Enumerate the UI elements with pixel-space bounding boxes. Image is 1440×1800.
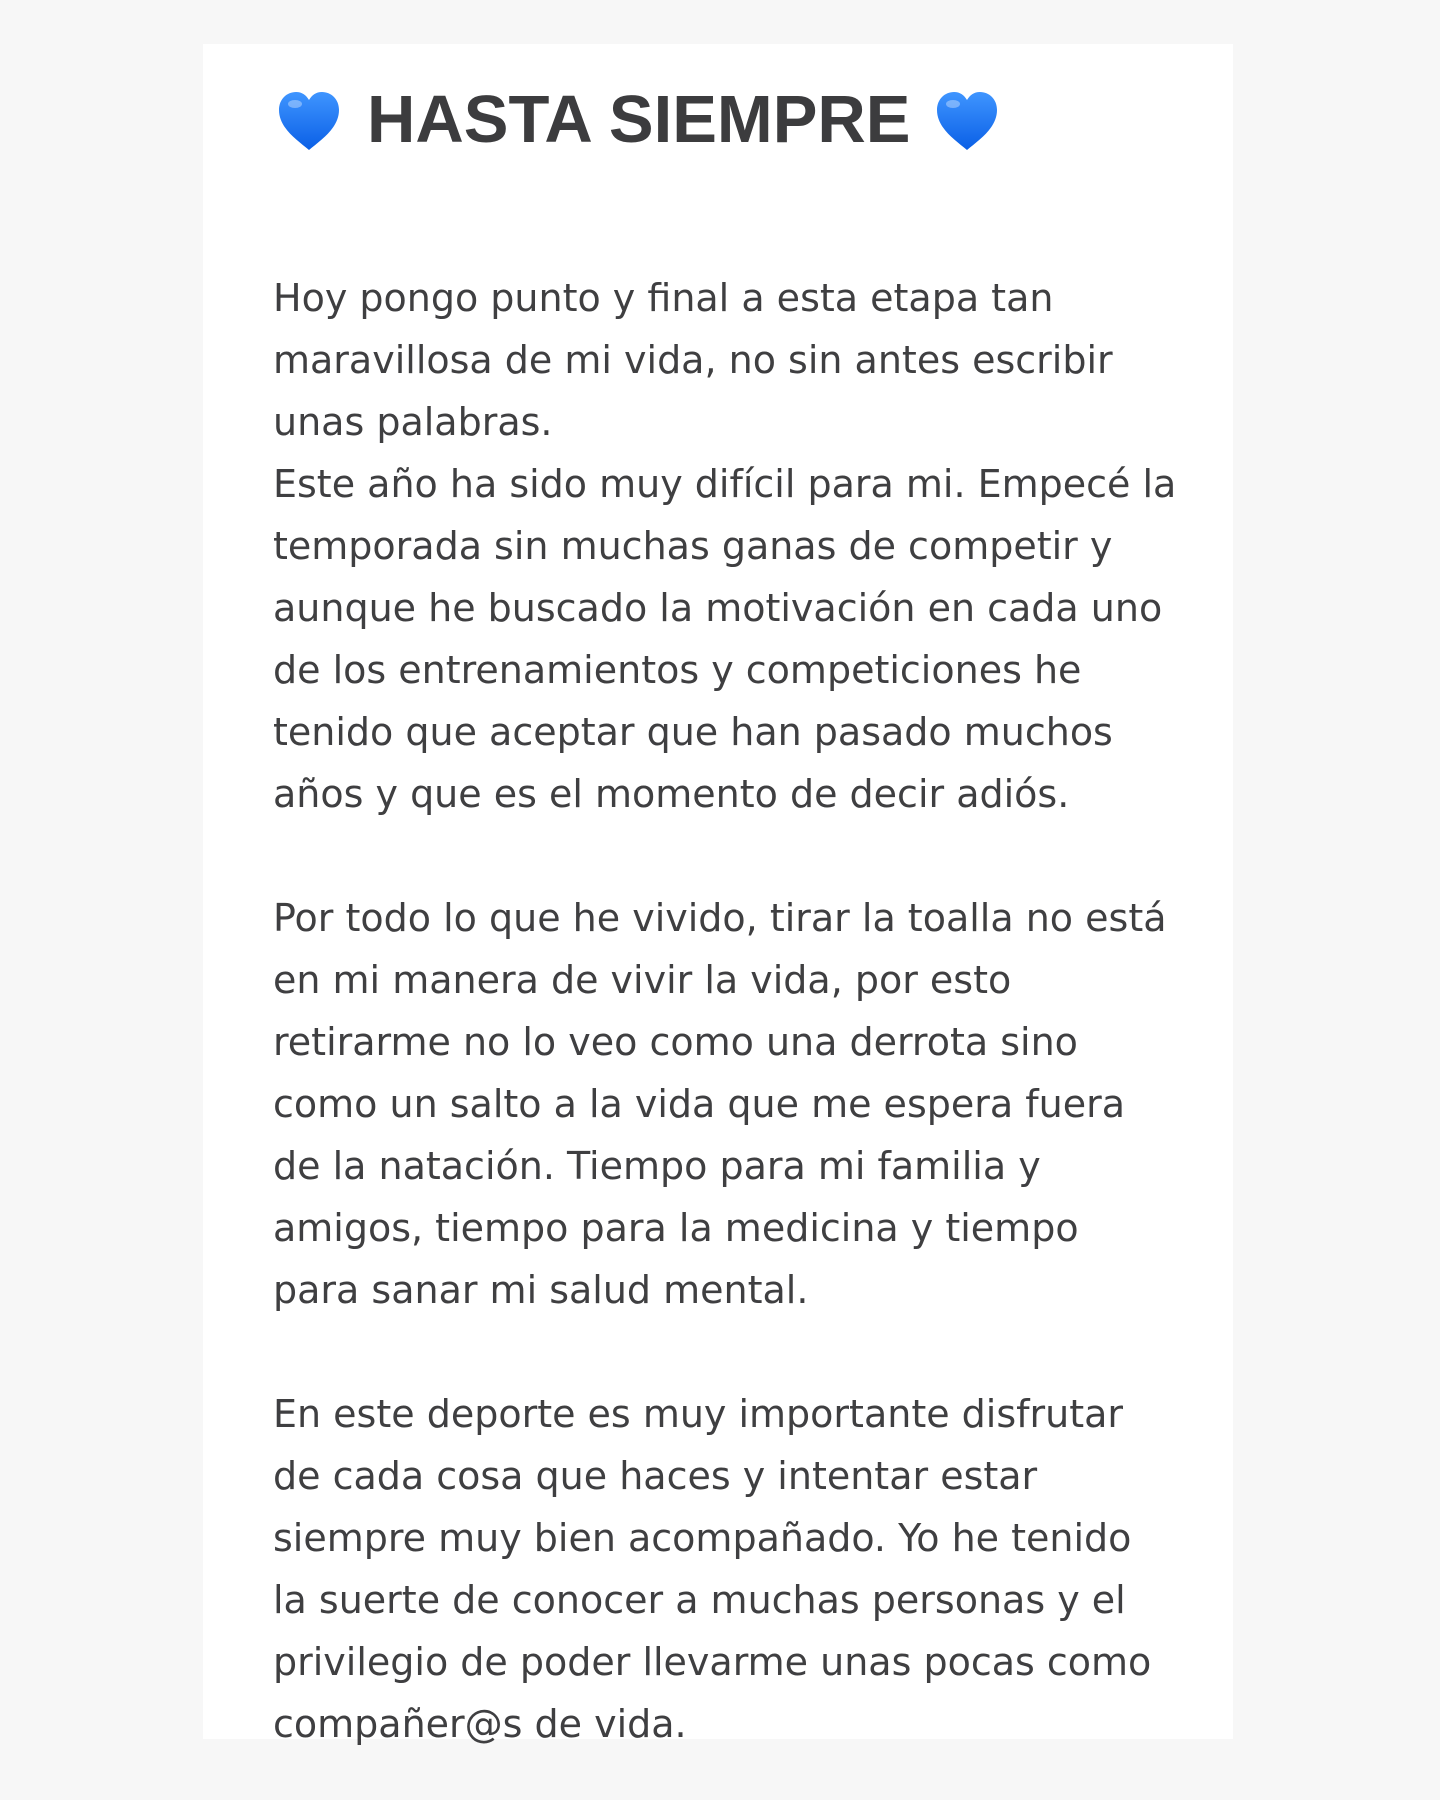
paragraph-1: Hoy pongo punto y final a esta etapa tan maravillosa de mi vida, no sin antes escribir unas palabras. Este año ha sido muy difícil para mi. Empecé la temporada sin muchas ganas de competir y aunque he buscado la motivación en cada uno de los entrenamientos y competiciones he tenido que aceptar que han pasado muchos años y que es el momento de decir adiós.	[273, 276, 1177, 816]
paragraph-2: Por todo lo que he vivido, tirar la toalla no está en mi manera de vivir la vida, por esto retirarme no lo veo como una derrota sino como un salto a la vida que me espera fuera de la natación. Tiempo para mi familia y amigos, tiempo para la medicina y tiempo para sanar mi salud mental.	[273, 896, 1167, 1312]
paragraph-gap	[273, 1321, 1213, 1383]
note-card	[203, 44, 1233, 1746]
paragraph-gap	[273, 825, 1213, 887]
title-row	[273, 74, 1003, 166]
blue-heart-icon	[931, 84, 1003, 156]
blue-heart-icon	[273, 84, 345, 156]
note-body	[273, 267, 1213, 1755]
paragraph-3: En este deporte es muy importante disfrutar de cada cosa que haces y intentar estar siempre muy bien acompañado. Yo he tenido la suerte de conocer a muchas personas y el privilegio de poder llevarme unas pocas como compañer@s de vida.	[273, 1392, 1152, 1746]
page-title: HASTA SIEMPRE	[367, 82, 911, 157]
